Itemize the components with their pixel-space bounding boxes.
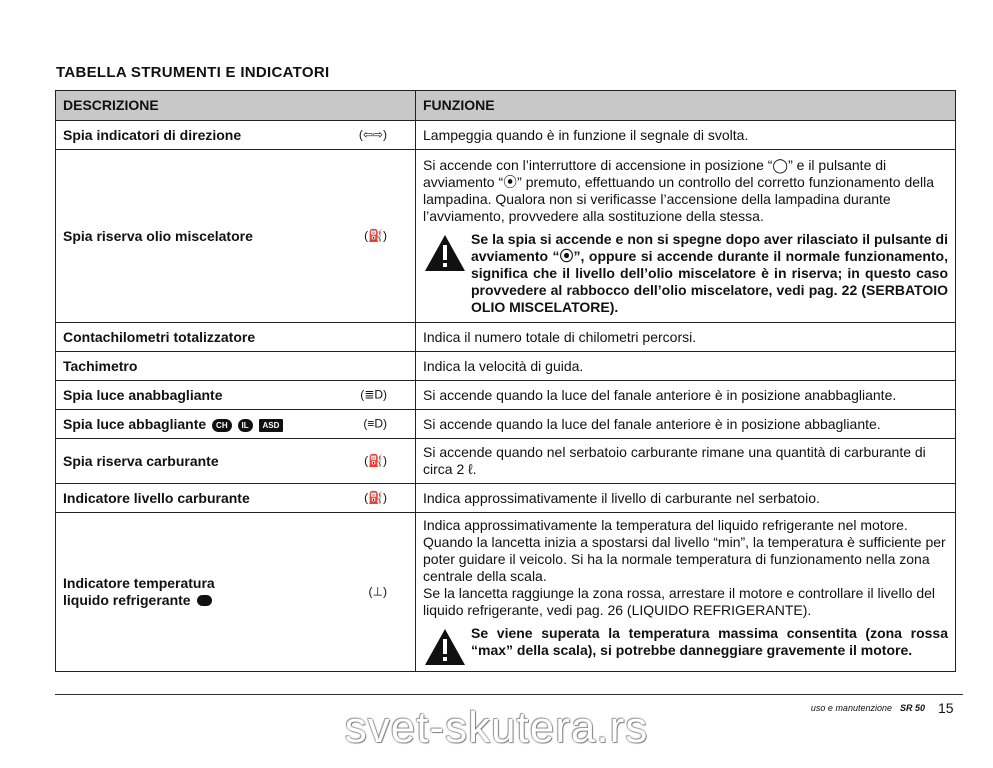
row-function: Si accende quando la luce del fanale anteriore è in posizione abbagliante. bbox=[416, 410, 956, 439]
watermark: svet-skutera.rs bbox=[344, 703, 649, 752]
row-label: Tachimetro bbox=[63, 357, 138, 374]
row-function: Indica approssimativamente il livello di carburante nel serbatoio. bbox=[416, 484, 956, 513]
footer-divider bbox=[55, 694, 963, 695]
fuel-pump-icon: (⛽) bbox=[364, 453, 387, 468]
table-row bbox=[56, 121, 956, 150]
temperature-icon: (⊥) bbox=[368, 584, 387, 599]
row-label: Contachilometri totalizzatore bbox=[63, 328, 256, 345]
country-badge-il: IL bbox=[238, 419, 253, 432]
row-function: Si accende quando la luce del fanale anteriore è in posizione anabbagliante. bbox=[416, 381, 956, 410]
fuel-gauge-icon: (⛽) bbox=[364, 490, 387, 505]
row-function: Si accende quando nel serbatoio carburante rimane una quantità di carburante di circa 2 ℓ. bbox=[416, 439, 956, 484]
row-label bbox=[63, 416, 283, 433]
warning-triangle-icon bbox=[423, 627, 467, 667]
footer-manual-title: uso e manutenzione bbox=[810, 703, 892, 713]
row-function: Lampeggia quando è in funzione il segnale di svolta. bbox=[416, 121, 956, 150]
country-badge-ch: CH bbox=[212, 419, 232, 432]
row-description bbox=[56, 484, 416, 513]
table-row bbox=[56, 484, 956, 513]
header-funzione: FUNZIONE bbox=[416, 91, 956, 121]
table-row bbox=[56, 513, 956, 672]
row-description bbox=[56, 121, 416, 150]
row-description bbox=[56, 410, 416, 439]
country-badge-asd: ASD bbox=[259, 419, 284, 432]
row-label-text: Spia luce abbagliante bbox=[63, 415, 207, 432]
footer-model: SR 50 bbox=[899, 703, 925, 713]
table-row bbox=[56, 352, 956, 381]
table-header-row bbox=[56, 91, 956, 121]
row-label-line1: Indicatore temperatura bbox=[63, 575, 215, 591]
row-description bbox=[56, 439, 416, 484]
function-text: Si accende con l’interruttore di accensione in posizione “◯” e il pulsante di avviamento “⦿” premuto, effettuando un controllo del corretto funzionamento della lampadina. Qualora non si verificasse l’accensione della lampadina durante l’avviamento, provvedere alla sostituzione della stessa. bbox=[423, 156, 935, 224]
table-row bbox=[56, 410, 956, 439]
coolant-icon bbox=[197, 595, 212, 606]
row-label: Spia riserva carburante bbox=[63, 452, 219, 469]
header-descrizione: DESCRIZIONE bbox=[56, 91, 416, 121]
warning-note bbox=[423, 231, 948, 316]
table-row bbox=[56, 323, 956, 352]
row-label: Spia luce anabbagliante bbox=[63, 386, 223, 403]
instruments-table bbox=[55, 90, 956, 672]
page-title: TABELLA STRUMENTI E INDICATORI bbox=[56, 64, 330, 81]
row-label: Spia riserva olio miscelatore bbox=[63, 227, 253, 244]
row-label bbox=[63, 575, 215, 609]
table-row bbox=[56, 381, 956, 410]
row-label-line2: liquido refrigerante bbox=[63, 592, 191, 608]
row-function: Indica la velocità di guida. bbox=[416, 352, 956, 381]
row-description bbox=[56, 513, 416, 672]
warning-text: Se viene superata la temperatura massima consentita (zona rossa “max” della scala), si potrebbe danneggiare gravemente il motore. bbox=[471, 625, 948, 658]
turn-signal-icon: (⇦⇨) bbox=[358, 127, 387, 142]
row-description bbox=[56, 150, 416, 323]
row-description bbox=[56, 381, 416, 410]
page-number: 15 bbox=[938, 700, 954, 716]
row-description bbox=[56, 323, 416, 352]
warning-text: Se la spia si accende e non si spegne dopo aver rilasciato il pulsante di avviamento “⦿”, oppure si accende durante il normale funzionamento, significa che il livello dell’olio miscelatore è in riserva; in questo caso provvedere al rabbocco dell’olio miscelatore, vedi pag. 22 (SERBATOIO OLIO MISCELATORE). bbox=[471, 230, 948, 315]
warning-note bbox=[423, 625, 948, 667]
table-row bbox=[56, 150, 956, 323]
row-function bbox=[416, 150, 956, 323]
function-text: Indica approssimativamente la temperatura del liquido refrigerante nel motore. Quando la lancetta inizia a spostarsi dal livello “min”, la temperatura è sufficiente per poter guidare il veicolo. Si ha la normale temperatura di funzionamento nella zona centrale della scala. bbox=[423, 517, 946, 584]
row-label: Indicatore livello carburante bbox=[63, 489, 250, 506]
row-description bbox=[56, 352, 416, 381]
low-beam-icon: (≣D) bbox=[360, 387, 387, 402]
function-text: Se la lancetta raggiunge la zona rossa, arrestare il motore e controllare il livello del liquido refrigerante, vedi pag. 26 (LIQUIDO REFRIGERANTE). bbox=[423, 585, 936, 618]
row-function: Indica il numero totale di chilometri percorsi. bbox=[416, 323, 956, 352]
row-function bbox=[416, 513, 956, 672]
warning-triangle-icon bbox=[423, 233, 467, 273]
row-label: Spia indicatori di direzione bbox=[63, 126, 242, 143]
high-beam-icon: (≡D) bbox=[363, 416, 387, 431]
oil-can-icon: (⛽) bbox=[364, 228, 387, 243]
table-row bbox=[56, 439, 956, 484]
